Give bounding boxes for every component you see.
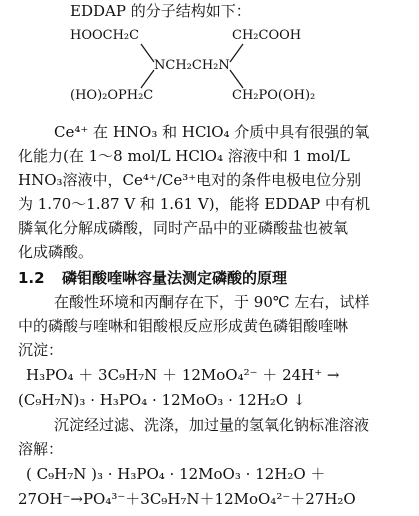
section-title: 磷钼酸喹啉容量法测定磷酸的原理 <box>62 269 288 287</box>
paragraph2-line: 中的磷酸与喹啉和钼酸根反应形成黄色磷钼酸喹啉 <box>18 317 349 335</box>
bond-bottom-left <box>141 70 154 88</box>
equation2-line: ( C₉H₇N )₃ · H₃PO₄ · 12MoO₃ · 12H₂O ＋ <box>26 465 326 483</box>
equation1-line: (C₉H₇N)₃ · H₃PO₄ · 12MoO₃ · 12H₂O ↓ <box>18 391 306 409</box>
structure-bottom-right: CH₂PO(OH)₂ <box>232 88 316 103</box>
bond-top-left <box>141 44 154 62</box>
equation2-line: 27OH⁻→PO₄³⁻＋3C₉H₇N＋12MoO₄²⁻＋27H₂O <box>18 490 356 508</box>
structure-bottom-left: (HO)₂OPH₂C <box>70 88 154 103</box>
paragraph3-line: 溶解： <box>18 440 64 458</box>
paragraph1-line: 化成磷酸。 <box>18 243 94 261</box>
bond-bottom-right <box>230 70 243 88</box>
structure-center: NCH₂CH₂N <box>154 58 230 73</box>
structure-heading: EDDAP 的分子结构如下： <box>70 2 251 20</box>
paragraph2-line: 沉淀： <box>18 341 64 359</box>
structure-top-left: HOOCH₂C <box>70 28 140 43</box>
paragraph1-line: HNO₃溶液中，Ce⁴⁺/Ce³⁺电对的条件电极电位分别 <box>18 171 362 189</box>
bond-top-right <box>230 44 243 62</box>
paragraph2-line: 在酸性环境和丙酮存在下，于 90℃ 左右，试样 <box>54 293 370 311</box>
paragraph1-line: Ce⁴⁺ 在 HNO₃ 和 HClO₄ 介质中具有很强的氧 <box>54 123 370 141</box>
structure-top-right: CH₂COOH <box>232 28 302 43</box>
paragraph3-line: 沉淀经过滤、洗涤，加过量的氢氧化钠标准溶液 <box>54 416 370 434</box>
paragraph1-line: 化能力(在 1～8 mol/L HClO₄ 溶液中和 1 mol/L <box>18 147 350 165</box>
paragraph1-line: 膦氧化分解成磷酸，同时产品中的亚磷酸盐也被氧 <box>18 219 349 237</box>
paragraph1-line: 为 1.70～1.87 V 和 1.61 V)，能将 EDDAP 中有机 <box>18 195 371 213</box>
equation1-line: H₃PO₄ ＋ 3C₉H₇N ＋ 12MoO₄²⁻ ＋ 24H⁺ → <box>26 366 340 384</box>
section-number: 1.2 <box>18 269 45 287</box>
